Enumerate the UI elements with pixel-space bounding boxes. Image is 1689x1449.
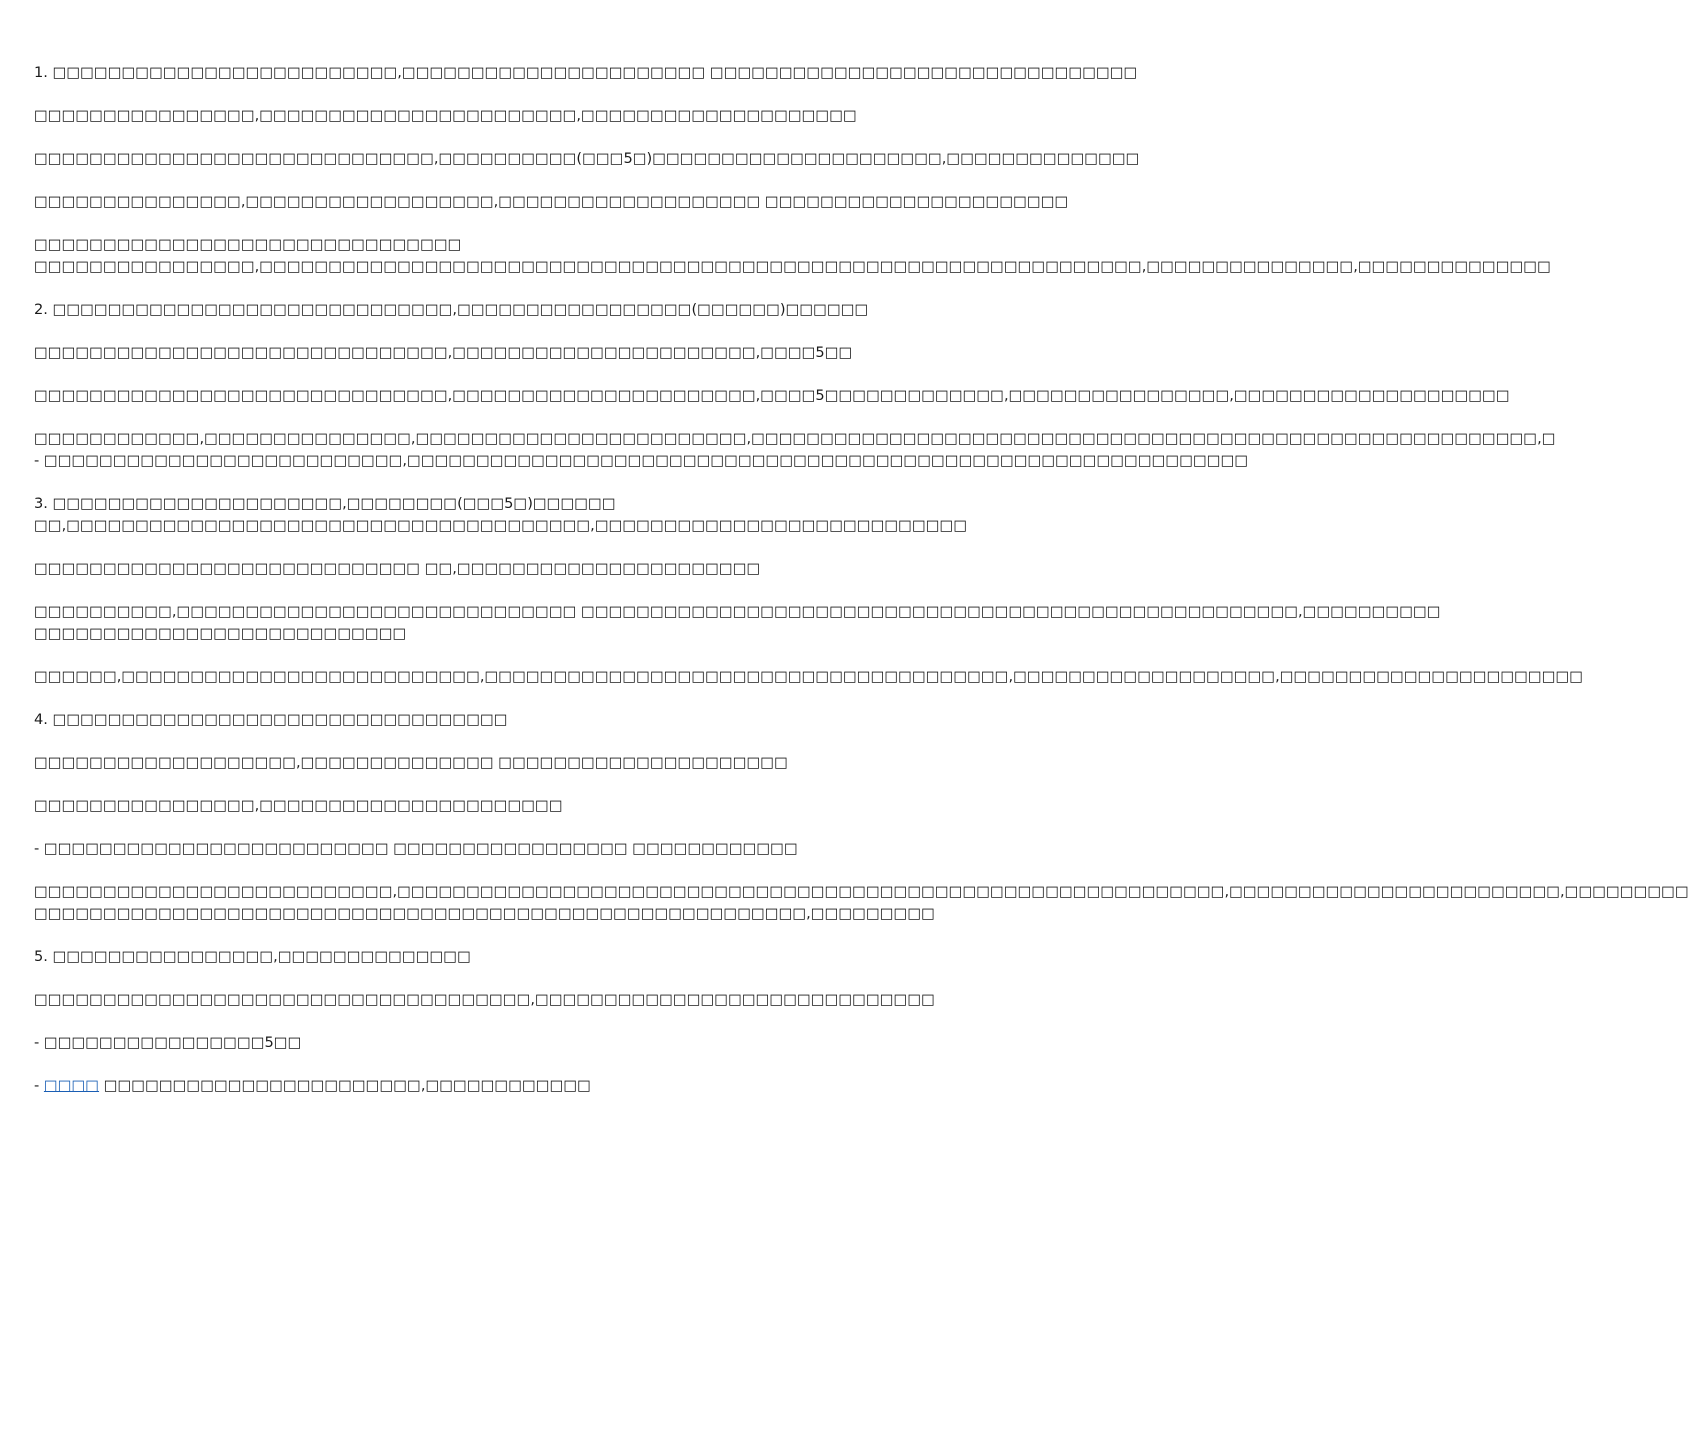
- text-line: □□□□□□□□□□,□□□□□□□□□□□□□□□□□□□□□□□□□□□□□ □□□□□□□□□□□□□□□□□□□□□□□□□□□□□□□□□□□□□□□□□□□□□□□□□□□□,□□□□□□□□□□: [34, 603, 1441, 620]
- paragraph: [34, 234, 1551, 278]
- paragraph: [34, 838, 990, 860]
- text-line: - □□□□□□□□□□□□□□□□□□□□□□□□□ □□□□□□□□□□□□□□□□□ □□□□□□□□□□□□: [34, 840, 798, 857]
- document-body: [34, 62, 1689, 1097]
- paragraph: [34, 752, 990, 774]
- text-line: □□□□□□□□□□□□□□□□□□□□□□□□□□□□□□,□□□□□□□□□□□□□□□□□□□□□□,□□□□5□□: [34, 344, 853, 361]
- text-line: □□□□□□□□□□□□□□□□□□□,□□□□□□□□□□□□□□ □□□□□□□□□□□□□□□□□□□□□: [34, 754, 788, 771]
- text-line: - □□□□□□□□□□□□□□□□5□□: [34, 1034, 302, 1051]
- text-line: □□□□□□□□□□□□□□□,□□□□□□□□□□□□□□□□□□,□□□□□□□□□□□□□□□□□□□ □□□□□□□□□□□□□□□□□□□□□□: [34, 193, 1069, 210]
- paragraph: [34, 299, 990, 321]
- text-line: - □□□□□□□□□□□□□□□□□□□□□□□□□□,□□□□□□□□□□□□□□□□□□□□□□□□□□□□□□□□□□□□□□□□□□□□□□□□□□□□□□□□□□□□□: [34, 452, 1249, 469]
- text-line: □□□□□□□□□□□□□□□□,□□□□□□□□□□□□□□□□□□□□□□□,□□□□□□□□□□□□□□□□□□□□: [34, 107, 857, 124]
- text-line: □□□□□□,□□□□□□□□□□□□□□□□□□□□□□□□□□,□□□□□□□□□□□□□□□□□□□□□□□□□□□□□□□□□□□□□□,□□□□□□□□□□□□□□□□□□□,□□□□□□□□□□□□□□□□□□□□□□: [34, 668, 1584, 685]
- paragraph: [34, 601, 1441, 645]
- text-line: □□□□□□□□□□□□□□□□□□□□□□□□□□□□□□□□□□□□□□□□□□□□□□□□□□□□□□□□,□□□□□□□□□: [34, 905, 935, 922]
- text-line: 4. □□□□□□□□□□□□□□□□□□□□□□□□□□□□□□□□□: [34, 711, 508, 728]
- paragraph: [34, 191, 1069, 213]
- paragraph: [34, 342, 990, 364]
- text-line: □□,□□□□□□□□□□□□□□□□□□□□□□□□□□□□□□□□□□□□□□,□□□□□□□□□□□□□□□□□□□□□□□□□□□: [34, 517, 968, 534]
- inline-link[interactable]: □□□□: [43, 1077, 100, 1094]
- text-line: □□□□□□□□□□□□□□□□□□□□□□□□□□□□ □□,□□□□□□□□□□□□□□□□□□□□□□: [34, 560, 761, 577]
- paragraph: [34, 989, 990, 1011]
- paragraph: [34, 1032, 990, 1054]
- text-line: 2. □□□□□□□□□□□□□□□□□□□□□□□□□□□□□,□□□□□□□□□□□□□□□□□(□□□□□□)□□□□□□: [34, 301, 869, 318]
- paragraph: [34, 62, 1138, 84]
- paragraph: [34, 105, 990, 127]
- text-line: □□□□□□□□□□□□□□□□□□□□□□□□□□,□□□□□□□□□□□□□□□□□□□□□□□□□□□□□□□□□□□□□□□□□□□□□□□□□□□□□□□□□□□□,□□□□□□□□□□□□□□□□□□□□□□□□,□□□□□□□□□: [34, 883, 1689, 900]
- text-line: □□□□□□□□□□□□□□□□,□□□□□□□□□□□□□□□□□□□□□□□□□□□□□□□□□□□□□□□□□□□□□□□□□□□□□□□□□□□□□□□□,□□□□□□□□□□□□□□□,□□□□□□□□□□□□□□: [34, 258, 1551, 275]
- paragraph: [34, 795, 990, 817]
- paragraph: [34, 148, 1140, 170]
- text-line: □□□□□□□□□□□□□□□□,□□□□□□□□□□□□□□□□□□□□□□: [34, 797, 563, 814]
- text-line: □□□□□□□□□□□□,□□□□□□□□□□□□□□□,□□□□□□□□□□□□□□□□□□□□□□□□,□□□□□□□□□□□□□□□□□□□□□□□□□□□□□□□□□□□□□□□□□□□□□□□□□□□□□□□□□,□: [34, 430, 1556, 447]
- paragraph: [34, 493, 990, 537]
- list-item-with-link: [34, 1075, 990, 1097]
- text-line: 5. □□□□□□□□□□□□□□□□,□□□□□□□□□□□□□□: [34, 948, 471, 965]
- text-line: □□□□□□□□□□□□□□□□□□□□□□□□□□□: [34, 625, 407, 642]
- text-line: □□□□□□□□□□□□□□□□□□□□□□□□□□□□□□,□□□□□□□□□□□□□□□□□□□□□□,□□□□5□□□□□□□□□□□□□,□□□□□□□□□□□□□□□□,□□□□□□□□□□□□□□□□□□□□: [34, 387, 1510, 404]
- text-line: □□□□□□□□□□□□□□□□□□□□□□□□□□□□□,□□□□□□□□□□(□□□5□)□□□□□□□□□□□□□□□□□□□□□,□□□□□□□□□□□□□□: [34, 150, 1140, 167]
- link-trailing-text: □□□□□□□□□□□□□□□□□□□□□□□,□□□□□□□□□□□□: [99, 1077, 591, 1094]
- paragraph: [34, 946, 990, 968]
- paragraph: [34, 666, 1584, 688]
- text-line: 1. □□□□□□□□□□□□□□□□□□□□□□□□□,□□□□□□□□□□□□□□□□□□□□□□ □□□□□□□□□□□□□□□□□□□□□□□□□□□□□□□: [34, 64, 1138, 81]
- paragraph: [34, 881, 1689, 925]
- text-line: 3. □□□□□□□□□□□□□□□□□□□□□,□□□□□□□□(□□□5□)□□□□□□: [34, 495, 616, 512]
- bullet: -: [34, 1077, 44, 1094]
- text-line: □□□□□□□□□□□□□□□□□□□□□□□□□□□□□□□: [34, 236, 462, 253]
- paragraph: [34, 709, 990, 731]
- paragraph: [34, 428, 1556, 472]
- text-line: □□□□□□□□□□□□□□□□□□□□□□□□□□□□□□□□□□□□,□□□□□□□□□□□□□□□□□□□□□□□□□□□□□: [34, 991, 935, 1008]
- paragraph: [34, 558, 990, 580]
- paragraph: [34, 385, 1510, 407]
